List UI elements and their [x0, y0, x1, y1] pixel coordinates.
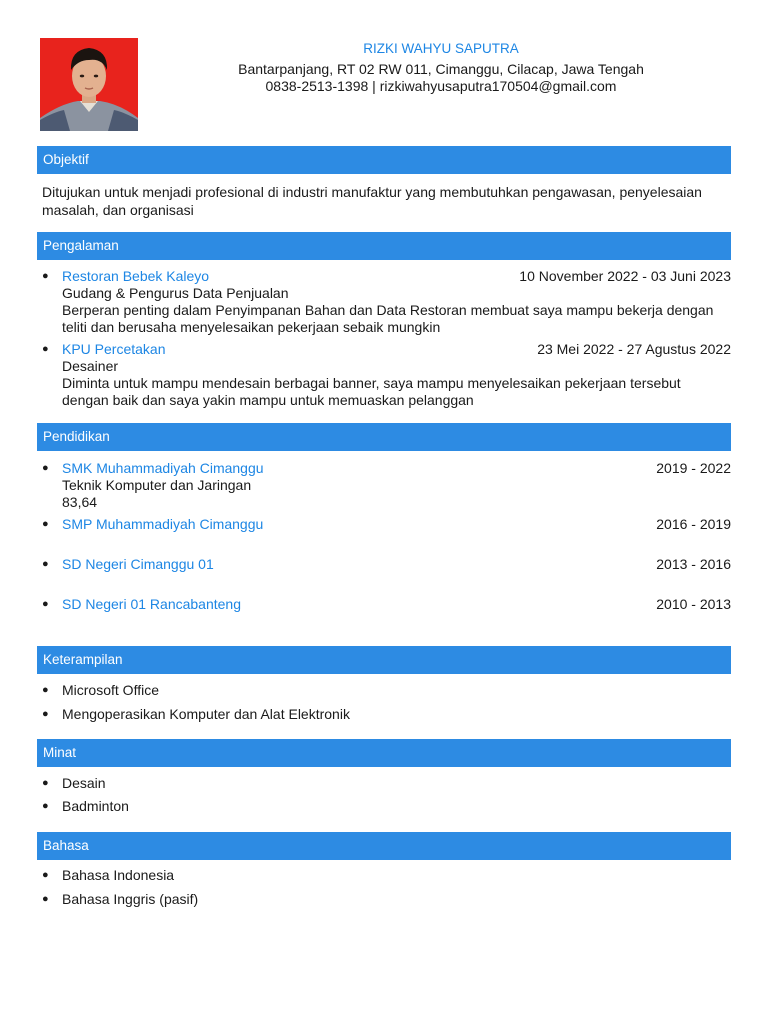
- school-name: SMK Muhammadiyah Cimanggu: [62, 460, 264, 476]
- bullet-icon: ●: [42, 684, 49, 696]
- person-name: RIZKI WAHYU SAPUTRA: [363, 41, 519, 56]
- address: Bantarpanjang, RT 02 RW 011, Cimanggu, Cilacap, Jawa Tengah: [238, 61, 644, 77]
- skill-item: ● Microsoft Office: [42, 682, 159, 698]
- bullet-icon: ●: [42, 800, 49, 812]
- experience-role: Gudang & Pengurus Data Penjualan: [62, 285, 289, 301]
- experience-date: 10 November 2022 - 03 Juni 2023: [519, 268, 731, 284]
- profile-photo: [40, 38, 138, 131]
- bullet-icon: ●: [42, 777, 49, 789]
- education-entry: [42, 596, 731, 613]
- school-name: SD Negeri Cimanggu 01: [62, 556, 214, 572]
- experience-description: teliti dan berusaha menyelesaikan pekerjaan sebaik mungkin: [62, 319, 441, 335]
- school-years: 2013 - 2016: [656, 556, 731, 572]
- experience-description: Diminta untuk mampu mendesain berbagai banner, saya mampu menyelesaikan pekerjaan tersebut: [62, 375, 681, 391]
- bullet-icon: ●: [42, 893, 49, 905]
- section-header-languages: Bahasa: [37, 832, 731, 860]
- section-header-objective: Objektif: [37, 146, 731, 174]
- bullet-icon: ●: [42, 598, 49, 610]
- school-years: 2010 - 2013: [656, 596, 731, 612]
- school-years: 2019 - 2022: [656, 460, 731, 476]
- experience-title: KPU Percetakan: [62, 341, 166, 357]
- objective-text: Ditujukan untuk menjadi profesional di industri manufaktur yang membutuhkan pengawasan, penyelesaian masalah, dan organisasi: [42, 184, 702, 218]
- school-name: SMP Muhammadiyah Cimanggu: [62, 516, 264, 532]
- section-header-experience: Pengalaman: [37, 232, 731, 260]
- experience-description: Berperan penting dalam Penyimpanan Bahan dan Data Restoran membuat saya mampu bekerja dengan: [62, 302, 714, 318]
- section-header-skills: Keterampilan: [37, 646, 731, 674]
- experience-title: Restoran Bebek Kaleyo: [62, 268, 210, 284]
- bullet-icon: ●: [42, 462, 49, 474]
- education-entry: [42, 556, 731, 573]
- school-grade: 83,64: [62, 494, 98, 510]
- language-item: ● Bahasa Indonesia: [42, 867, 175, 883]
- experience-role: Desainer: [62, 358, 119, 374]
- language-item: ● Bahasa Inggris (pasif): [42, 891, 199, 907]
- bullet-icon: ●: [42, 558, 49, 570]
- school-years: 2016 - 2019: [656, 516, 731, 532]
- interest-item: ● Desain: [42, 775, 106, 791]
- bullet-icon: ●: [42, 270, 49, 282]
- bullet-icon: ●: [42, 518, 49, 530]
- experience-entry: [42, 341, 731, 409]
- school-major: Teknik Komputer dan Jaringan: [62, 477, 252, 493]
- experience-entry: [42, 268, 731, 336]
- contact-info: 0838-2513-1398 | rizkiwahyusaputra170504@gmail.com: [265, 78, 617, 94]
- education-entry: [42, 460, 731, 511]
- section-header-interests: Minat: [37, 739, 731, 767]
- school-name: SD Negeri 01 Rancabanteng: [62, 596, 242, 612]
- bullet-icon: ●: [42, 343, 49, 355]
- experience-date: 23 Mei 2022 - 27 Agustus 2022: [537, 341, 731, 357]
- header: [150, 41, 732, 94]
- experience-description: dengan baik dan saya yakin mampu untuk memuaskan pelanggan: [62, 392, 474, 408]
- bullet-icon: ●: [42, 869, 49, 881]
- section-header-education: Pendidikan: [37, 423, 731, 451]
- portrait-image: [40, 38, 138, 131]
- interest-item: ● Badminton: [42, 798, 129, 814]
- skill-item: ● Mengoperasikan Komputer dan Alat Elektronik: [42, 706, 350, 722]
- education-entry: [42, 516, 731, 533]
- bullet-icon: ●: [42, 708, 49, 720]
